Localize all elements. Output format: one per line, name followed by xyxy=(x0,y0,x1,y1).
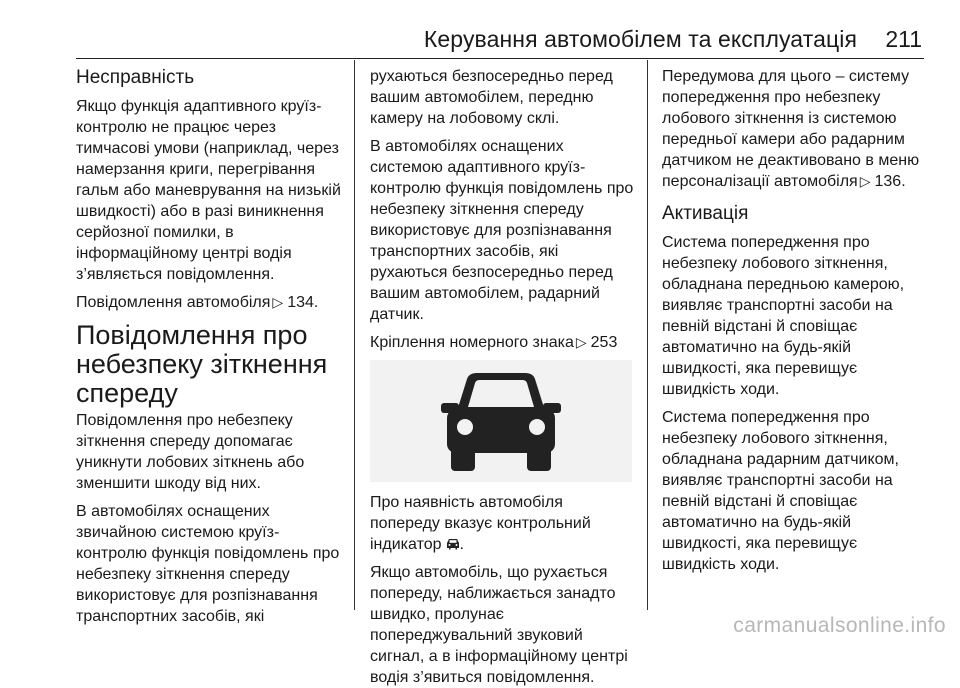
column-divider-1 xyxy=(354,60,355,610)
heading-forward-collision-alert: Повідомлення про небезпеку зіткнення спереду xyxy=(76,320,328,408)
reference-text: Кріплення номерного знака xyxy=(370,334,574,351)
adaptive-cruise-paragraph: В автомобілях оснащених системою адаптивного круїз- контролю функція повідомлень про небезпеку зіткнення спереду використовує для розпізнавання транспортних засобів, які рухаються безпосередньо перед вашим автомобілем, радарний датчик. xyxy=(370,138,634,323)
page-header xyxy=(0,0,960,62)
reference-page[interactable]: 134. xyxy=(287,294,319,311)
malfunction-paragraph: Якщо функція адаптивного круїз- контролю не працює через тимчасові умови (наприклад, через намерзання криги, перегрівання гальм або маневрування на низькій швидкості) або в разі виникнення серйозної помилки, в інформаційному центрі водія з’являється повідомлення. xyxy=(76,98,341,283)
indicator-text: Про наявність автомобіля попереду вказує контрольний індикатор xyxy=(370,494,591,553)
page-reference-arrow-icon: ▷ xyxy=(272,294,284,310)
reference-page[interactable]: 253 xyxy=(590,334,618,351)
cruise-control-paragraph: В автомобілях оснащених звичайною системою круїз- контролю функція повідомлень про небезпеку зіткнення спереду використовує для розпізнавання транспортних засобів, які xyxy=(76,503,340,625)
prerequisite-text: Передумова для цього – систему попередження про небезпеку лобового зіткнення із системою передньої камери або радарним датчиком не деактивовано в меню персоналізації автомобіля xyxy=(662,68,920,190)
licence-plate-reference xyxy=(370,332,640,353)
vehicle-ahead-inline-icon xyxy=(446,538,460,550)
column-3 xyxy=(662,60,928,610)
heading-activation: Активація xyxy=(662,203,749,224)
watermark: carmanualsonline.info xyxy=(733,614,946,637)
vehicle-ahead-icon xyxy=(439,369,563,473)
vehicle-ahead-indicator-illustration xyxy=(370,360,632,482)
vehicle-messages-reference xyxy=(76,292,354,313)
indicator-paragraph xyxy=(370,492,640,555)
heading-malfunction: Несправність xyxy=(76,67,195,88)
indicator-end: . xyxy=(459,536,464,553)
reference-page[interactable]: 136. xyxy=(874,173,906,190)
alert-intro-paragraph: Повідомлення про небезпеку зіткнення спереду допомагає уникнути лобових зіткнень або зменшити шкоду від них. xyxy=(76,412,305,492)
warning-paragraph: Якщо автомобіль, що рухається попереду, наближається занадто швидко, пролунає попереджувальний звуковий сигнал, а в інформаційному центрі водія з’явиться повідомлення. xyxy=(370,564,628,686)
column-2 xyxy=(370,60,640,686)
camera-paragraph: рухаються безпосередньо перед вашим автомобілем, передню камеру на лобовому склі. xyxy=(370,68,613,127)
page-reference-arrow-icon: ▷ xyxy=(859,173,871,189)
reference-text: Повідомлення автомобіля xyxy=(76,294,271,311)
header-divider xyxy=(76,58,924,59)
column-divider-2 xyxy=(647,60,648,610)
page-reference-arrow-icon: ▷ xyxy=(575,334,587,350)
chapter-title: Керування автомобілем та експлуатація xyxy=(423,26,857,52)
page-number: 211 xyxy=(885,26,922,52)
column-1 xyxy=(76,60,354,625)
radar-system-paragraph: Система попередження про небезпеку лобового зіткнення, обладнана радарним датчиком, виявляє транспортні засоби на певній відстані й сповіщає автоматично на будь-якій швидкості, яка перевищує швидкість ходи. xyxy=(662,409,899,573)
prerequisite-paragraph xyxy=(662,66,928,192)
camera-system-paragraph: Система попередження про небезпеку лобового зіткнення, обладнана передньою камерою, виявляє транспортні засоби на певній відстані й сповіщає автоматично на будь-якій швидкості, яка перевищує швидкість ходи. xyxy=(662,234,905,398)
